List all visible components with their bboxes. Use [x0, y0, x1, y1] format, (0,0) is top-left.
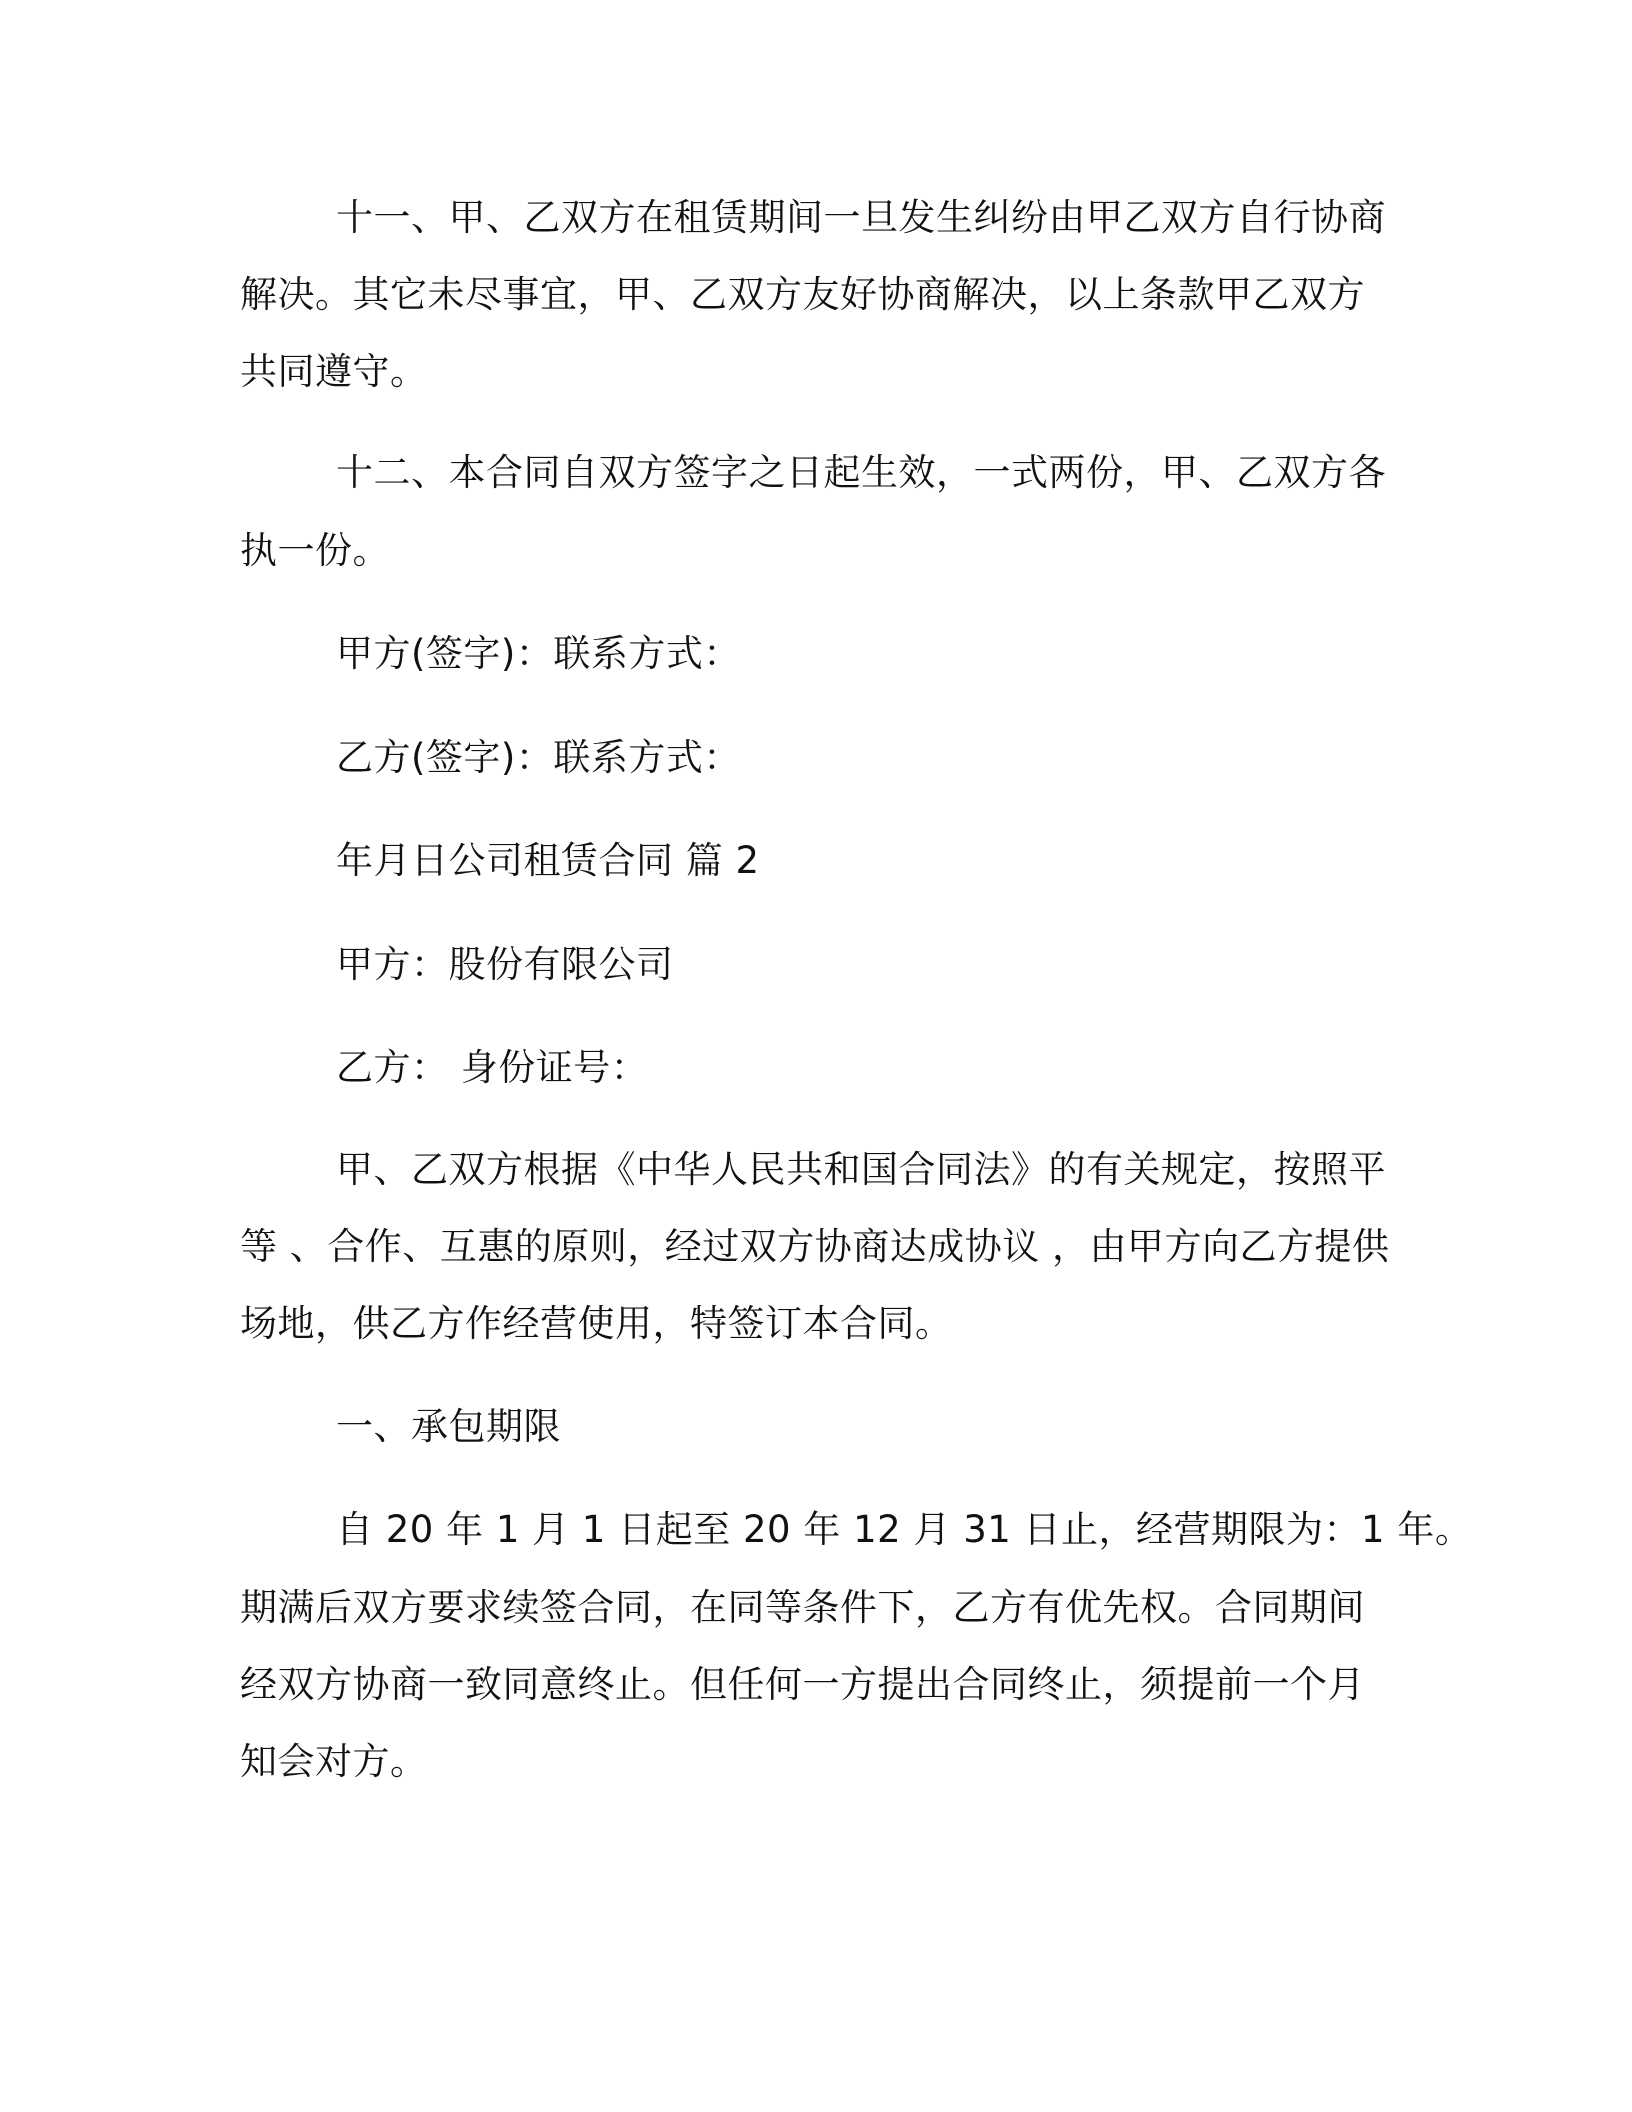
preamble-line-3: 场地，供乙方作经营使用，特签订本合同。 [240, 1302, 953, 1345]
clause-11-line-1: 十一、甲、乙双方在租赁期间一旦发生纠纷由甲乙双方自行协商 [336, 196, 1386, 239]
party-a: 甲方：股份有限公司 [336, 943, 674, 986]
party-b-id: 乙方： 身份证号： [336, 1046, 649, 1089]
section-title: 年月日公司租赁合同 篇 2 [336, 839, 760, 882]
party-b-signature: 乙方(签字)：联系方式： [336, 736, 741, 779]
preamble-line-1: 甲、乙双方根据《中华人民共和国合同法》的有关规定，按照平 [336, 1148, 1386, 1191]
term-line-4: 知会对方。 [240, 1740, 428, 1783]
clause-12-line-2: 执一份。 [240, 529, 390, 572]
heading-term: 一、承包期限 [336, 1405, 561, 1448]
term-line-3: 经双方协商一致同意终止。但任何一方提出合同终止，须提前一个月 [240, 1663, 1365, 1706]
clause-12-line-1: 十二、本合同自双方签字之日起生效，一式两份，甲、乙双方各 [336, 451, 1386, 494]
term-line-2: 期满后双方要求续签合同，在同等条件下，乙方有优先权。合同期间 [240, 1586, 1365, 1629]
term-line-1: 自 20 年 1 月 1 日起至 20 年 12 月 31 日止，经营期限为：1 年。 [336, 1508, 1473, 1551]
party-a-signature: 甲方(签字)：联系方式： [336, 632, 741, 675]
preamble-line-2: 等 、合作、互惠的原则，经过双方协商达成协议 ，由甲方向乙方提供 [240, 1225, 1390, 1268]
clause-11-line-3: 共同遵守。 [240, 350, 428, 393]
clause-11-line-2: 解决。其它未尽事宜，甲、乙双方友好协商解决，以上条款甲乙双方 [240, 273, 1365, 316]
